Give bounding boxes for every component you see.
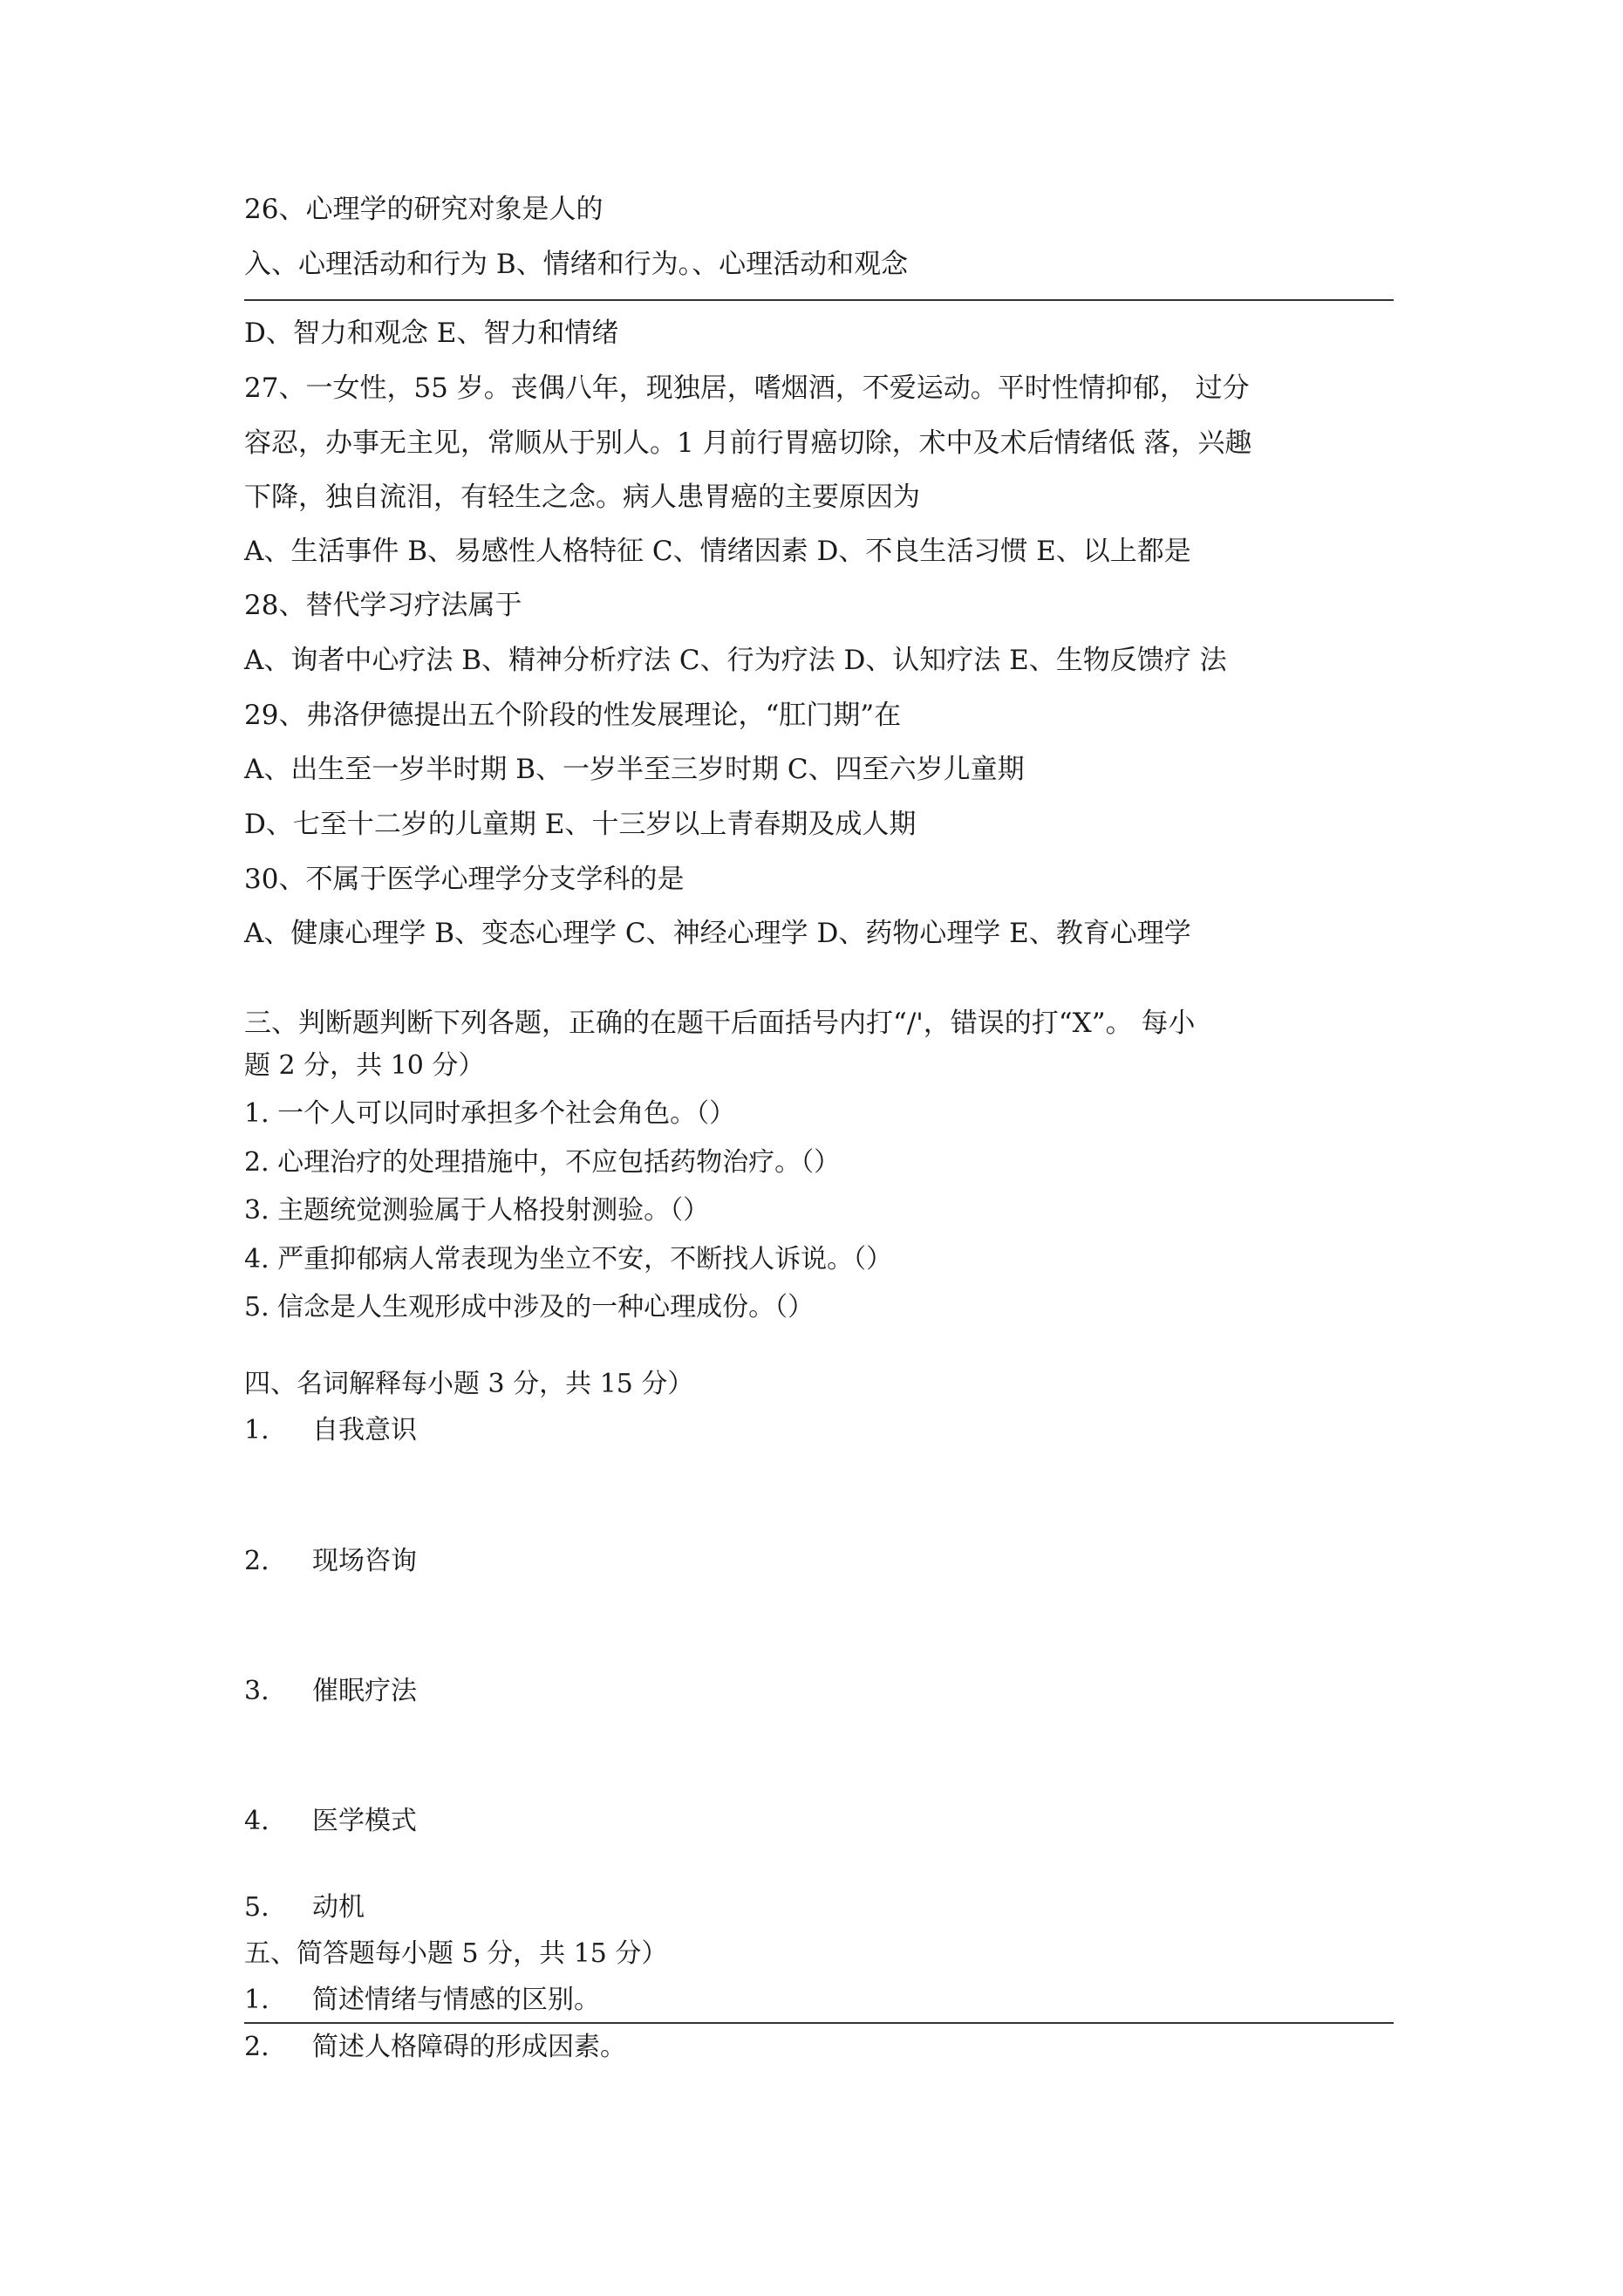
question-26-stem: 26、心理学的研究对象是人的 <box>244 194 604 225</box>
section-3-heading: 三、判断题判断下列各题，正确的在题干后面括号内打“/'，错误的打“X”。 每小 <box>244 1008 1196 1039</box>
section-4-heading: 四、名词解释每小题 3 分，共 15 分） <box>244 1369 694 1399</box>
question-text: 简述人格障碍的形成因素。 <box>312 2032 626 2062</box>
question-30-options: A、健康心理学 B、变态心理学 C、神经心理学 D、药物心理学 E、教育心理学 <box>244 918 1191 949</box>
true-false-item: 3. 主题统觉测验属于人格投射测验。（） <box>244 1195 710 1226</box>
question-26-options: 入、心理活动和行为 B、情绪和行为。、心理活动和观念 <box>244 249 909 280</box>
question-28-stem: 28、替代学习疗法属于 <box>244 590 522 621</box>
question-28-options: A、询者中心疗法 B、精神分析疗法 C、行为疗法 D、认知疗法 E、生物反馈疗 法 <box>244 645 1227 676</box>
short-answer-item <box>244 1983 600 2018</box>
question-27-stem: 容忍，办事无主见，常顺从于别人。1 月前行胃癌切除，术中及术后情绪低 落，兴趣 <box>244 427 1252 459</box>
term-item <box>244 1413 417 1448</box>
short-answer-item <box>244 2030 626 2065</box>
item-number: 1. <box>244 1415 269 1445</box>
term-text: 动机 <box>312 1892 365 1923</box>
question-27-stem: 27、一女性，55 岁。丧偶八年，现独居，嗜烟酒，不爱运动。平时性情抑郁， 过分 <box>244 372 1250 404</box>
term-item <box>244 1804 417 1839</box>
true-false-item: 1. 一个人可以同时承担多个社会角色。（） <box>244 1098 736 1129</box>
term-item <box>244 1890 365 1925</box>
question-27-stem: 下降，独自流泪，有轻生之念。病人患胃癌的主要原因为 <box>244 482 920 513</box>
true-false-item: 2. 心理治疗的处理措施中，不应包括药物治疗。（） <box>244 1147 841 1178</box>
item-number: 4. <box>244 1806 269 1836</box>
horizontal-rule <box>244 299 1394 301</box>
item-number: 2. <box>244 1546 269 1576</box>
item-number: 3. <box>244 1676 269 1706</box>
horizontal-rule <box>244 2022 1394 2024</box>
section-5-heading: 五、简答题每小题 5 分，共 15 分） <box>244 1938 668 1969</box>
item-number: 1. <box>244 1985 269 2015</box>
term-item <box>244 1544 417 1579</box>
section-3-heading: 题 2 分，共 10 分） <box>244 1050 485 1081</box>
term-text: 医学模式 <box>312 1806 417 1836</box>
question-27-options: A、生活事件 B、易感性人格特征 C、情绪因素 D、不良生活习惯 E、以上都是 <box>244 536 1191 567</box>
item-number: 5. <box>244 1892 269 1923</box>
question-30-stem: 30、不属于医学心理学分支学科的是 <box>244 864 685 895</box>
question-29-stem: 29、弗洛伊德提出五个阶段的性发展理论，“肛门期”在 <box>244 700 902 731</box>
item-number: 2. <box>244 2032 269 2062</box>
term-text: 催眠疗法 <box>312 1676 417 1706</box>
question-text: 简述情绪与情感的区别。 <box>312 1985 600 2015</box>
true-false-item: 5. 信念是人生观形成中涉及的一种心理成份。（） <box>244 1292 815 1322</box>
question-26-options: D、智力和观念 E、智力和情绪 <box>244 318 619 349</box>
true-false-item: 4. 严重抑郁病人常表现为坐立不安，不断找人诉说。（） <box>244 1244 893 1274</box>
question-29-options: A、出生至一岁半时期 B、一岁半至三岁时期 C、四至六岁儿童期 <box>244 754 1025 785</box>
term-text: 现场咨询 <box>312 1546 417 1576</box>
term-item <box>244 1674 417 1709</box>
question-29-options: D、七至十二岁的儿童期 E、十三岁以上青春期及成人期 <box>244 809 917 840</box>
term-text: 自我意识 <box>312 1415 417 1445</box>
